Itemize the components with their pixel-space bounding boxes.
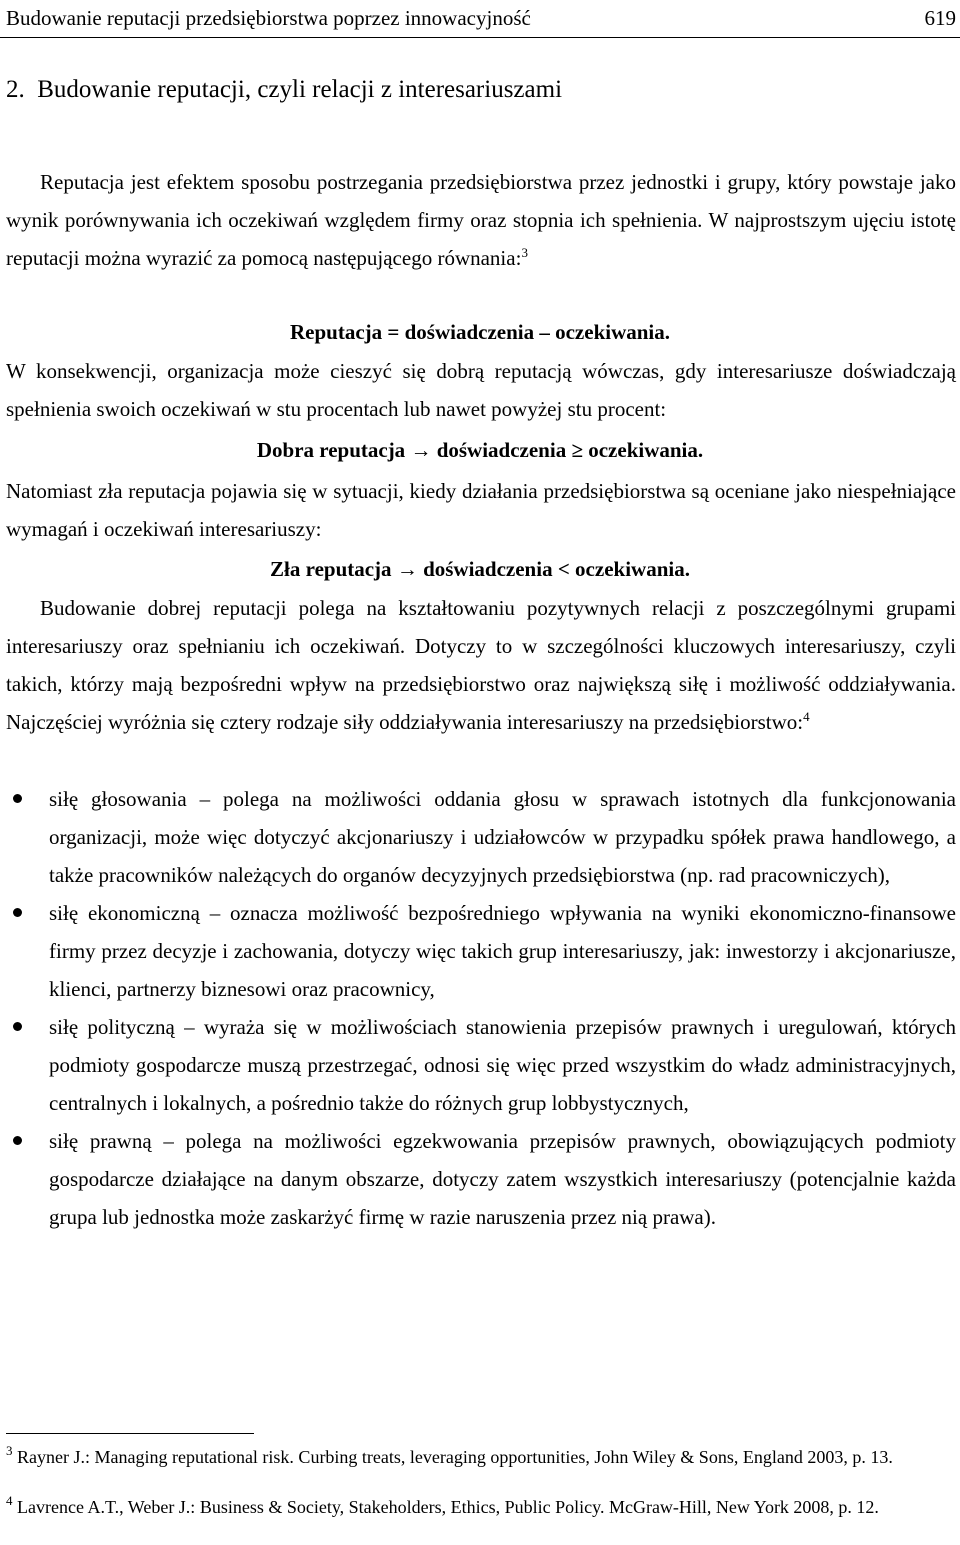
formula-text: Reputacja = doświadczenia – oczekiwania. <box>289 320 671 344</box>
list-item-text: siłę polityczną – wyraża się w możliwościach stanowienia przepisów prawnych i uregulowań, których podmioty gospodarcze muszą przestrzegać, odnosi się więc przed wszystkim do władz administracyjnych, centralnych i lokalnych, a pośrednio także do różnych grup lobbystycznych, <box>49 1015 956 1115</box>
footnote-ref-3: 3 <box>521 245 528 260</box>
list-item <box>0 780 956 894</box>
formula-left: Dobra reputacja <box>256 438 406 462</box>
arrow-icon: → <box>410 438 432 462</box>
formula-bad-reputation <box>0 554 960 584</box>
bullet-icon <box>13 1022 22 1031</box>
bullet-icon <box>13 908 22 917</box>
footnote-number: 3 <box>6 1443 13 1458</box>
formula-middle: doświadczenia <box>436 438 567 462</box>
header-divider <box>0 37 960 38</box>
footnote-text: Lavrence A.T., Weber J.: Business & Society, Stakeholders, Ethics, Public Policy. McGraw-Hill, New York 2008, p. 12. <box>17 1497 879 1517</box>
footnote-text: Rayner J.: Managing reputational risk. Curbing treats, leveraging opportunities, John Wiley & Sons, England 2003, p. 13. <box>17 1447 893 1467</box>
formula-left: Zła reputacja <box>270 557 392 581</box>
bullet-icon <box>13 794 22 803</box>
footnote-4 <box>6 1495 956 1520</box>
footnote-ref-4: 4 <box>803 709 810 724</box>
list-item-text: siłę głosowania – polega na możliwości oddania głosu w sprawach istotnych dla funkcjonowania organizacji, może więc dotyczyć akcjonariuszy i udziałowców w przypadku spółek prawa handlowego, a także pracowników należących do organów decyzyjnych przedsiębiorstwa (np. rad pracowniczych), <box>49 787 956 887</box>
formula-middle: doświadczenia <box>423 557 553 581</box>
paragraph-bad-reputation <box>6 472 956 548</box>
bullet-icon <box>13 1136 22 1145</box>
running-header <box>6 4 956 32</box>
paragraph-building-reputation <box>6 589 956 741</box>
list-item-text: siłę prawną – polega na możliwości egzekwowania przepisów prawnych, obowiązujących podmioty gospodarcze działające na danym obszarze, dotyczy zatem wszystkich interesariuszy (potencjalnie każda grupa lub jednostka może zaskarżyć firmę w razie naruszenia przez nią prawa). <box>49 1129 956 1229</box>
list-item <box>0 1122 956 1236</box>
paragraph-text: Reputacja jest efektem sposobu postrzegania przedsiębiorstwa przez jednostki i grupy, który powstaje jako wynik porównywania ich oczekiwań względem firmy oraz stopnia ich spełnienia. W najprostszym ujęciu istotę reputacji można wyrazić za pomocą następującego równania: <box>6 170 956 270</box>
section-number: 2. <box>6 76 25 103</box>
paragraph-text: Natomiast zła reputacja pojawia się w sytuacji, kiedy działania przedsiębiorstwa są oceniane jako niespełniające wymagań i oczekiwań interesariuszy: <box>6 479 956 541</box>
page-number: 619 <box>924 6 956 30</box>
formula-right: oczekiwania. <box>588 438 704 462</box>
formula-reputation <box>0 317 960 347</box>
formula-good-reputation <box>0 435 960 465</box>
paragraph-text: W konsekwencji, organizacja może cieszyć się dobrą reputacją wówczas, gdy interesariusze doświadczają spełnienia swoich oczekiwań w stu procentach lub nawet powyżej stu procent: <box>6 359 956 421</box>
header-title: Budowanie reputacji przedsiębiorstwa poprzez innowacyjność <box>6 6 531 30</box>
stakeholder-power-list <box>0 780 956 1236</box>
list-item-text: siłę ekonomiczną – oznacza możliwość bezpośredniego wpływania na wyniki ekonomiczno-finansowe firmy przez decyzje i zachowania, dotyczy więc takich grup interesariuszy, jak: inwestorzy i akcjonariusze, klienci, partnerzy biznesowi oraz pracownicy, <box>49 901 956 1001</box>
paragraph-reputation-definition <box>6 163 956 277</box>
arrow-icon: → <box>396 557 418 581</box>
paragraph-text: Budowanie dobrej reputacji polega na kształtowaniu pozytywnych relacji z poszczególnymi grupami interesariuszy oraz spełnianiu ich oczekiwań. Dotyczy to w szczególności kluczowych interesariuszy, czyli takich, którzy mają bezpośredni wpływ na przedsiębiorstwo oraz największą siłę i możliwość oddziaływania. Najczęściej wyróżnia się cztery rodzaje siły oddziaływania interesariuszy na przedsiębiorstwo: <box>6 596 956 734</box>
footnote-3 <box>6 1445 956 1470</box>
formula-right: oczekiwania. <box>575 557 690 581</box>
paragraph-good-reputation <box>6 352 956 428</box>
operator-gte: ≥ <box>571 438 583 462</box>
section-title <box>6 74 562 106</box>
list-item <box>0 1008 956 1122</box>
list-item <box>0 894 956 1008</box>
footnote-number: 4 <box>6 1493 13 1508</box>
footnote-divider <box>6 1433 254 1434</box>
operator-lt: < <box>557 557 570 581</box>
section-title-text: Budowanie reputacji, czyli relacji z interesariuszami <box>37 76 563 103</box>
